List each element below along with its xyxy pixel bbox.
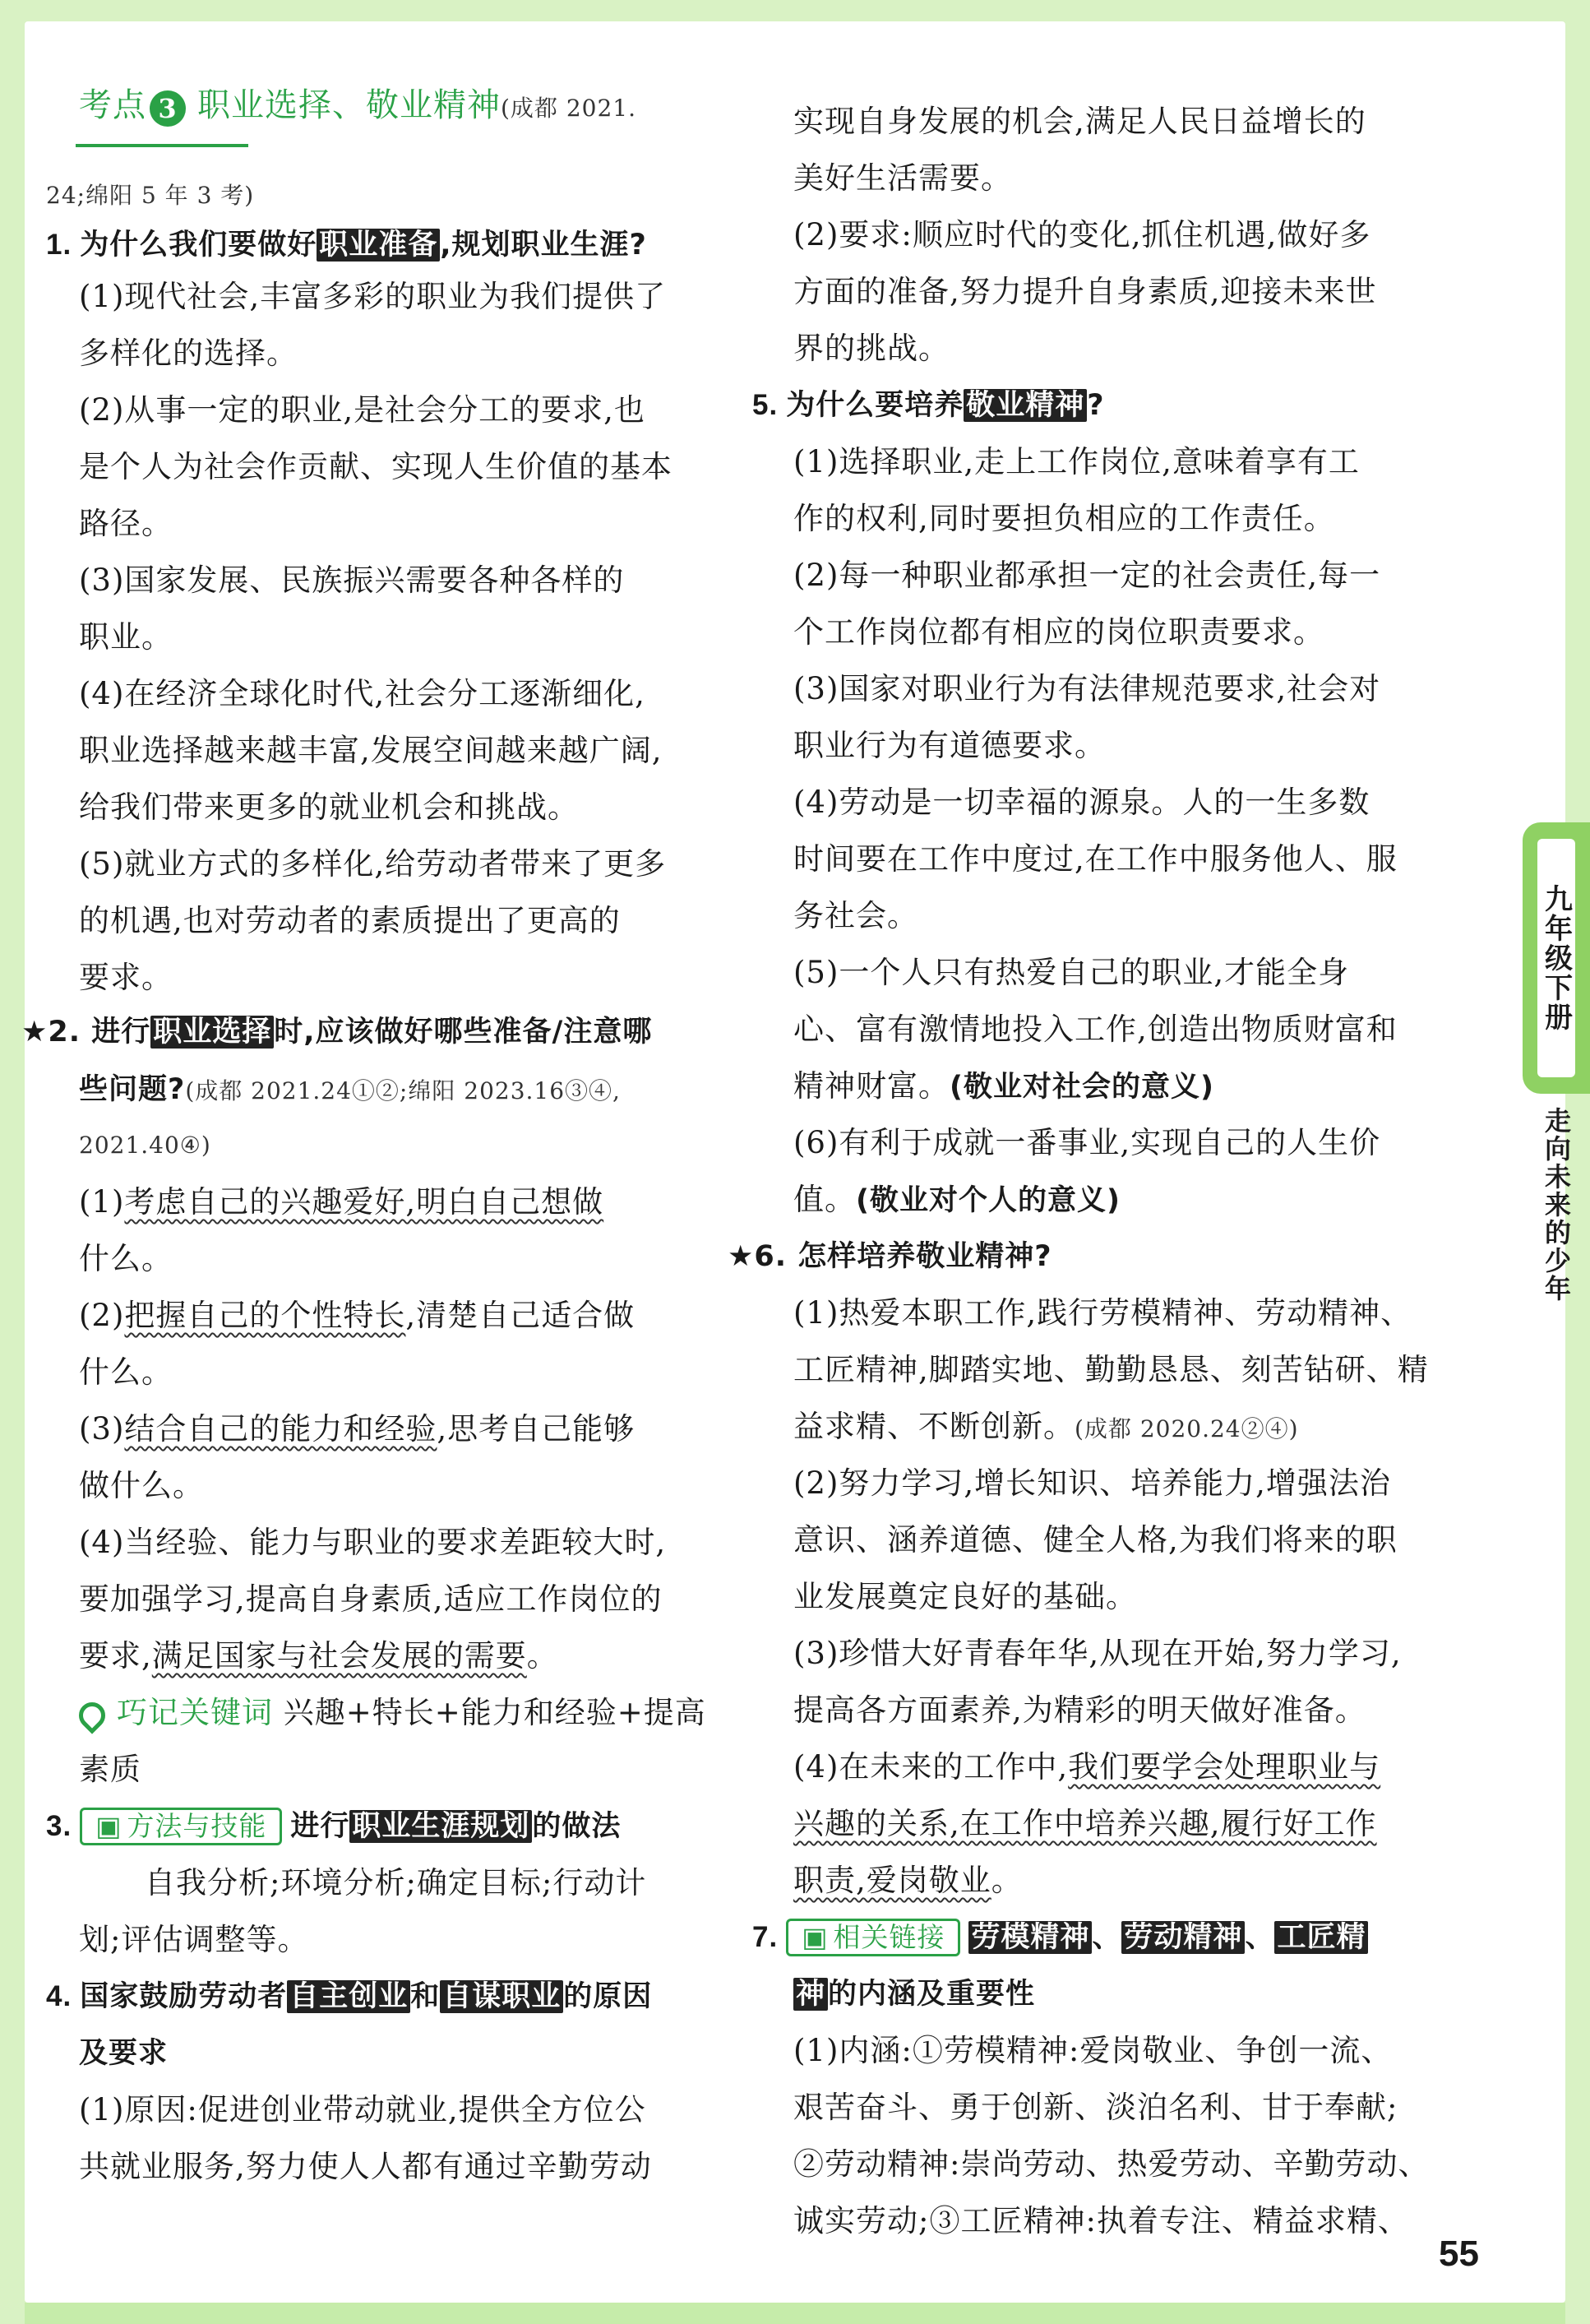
q2-source: (成都 2021.24①②;绵阳 2023.16③④, — [185, 1077, 621, 1104]
q5-line: 心、富有激情地投入工作,创造出物质财富和 — [793, 1012, 1398, 1047]
q1-text-end: ,规划职业生涯? — [440, 229, 647, 262]
q2-a2-text: 把握自己的个性特长 — [124, 1298, 406, 1333]
grade-tab-inner — [1537, 839, 1575, 1077]
q1-line: 是个人为社会作贡献、实现人生价值的基本 — [79, 449, 673, 484]
q2-a2-label: (2) — [79, 1298, 125, 1333]
q6-line-9 — [793, 1748, 1380, 1786]
q4-line: 美好生活需要。 — [793, 160, 1012, 196]
q5-line: 个工作岗位都有相应的岗位职责要求。 — [793, 614, 1324, 650]
q1-line: 路径。 — [79, 506, 173, 541]
kaodian-title: 职业选择、敬业精神 — [197, 86, 501, 124]
q1-line: (5)就业方式的多样化,给劳动者带来了更多 — [79, 846, 667, 882]
q2-number: ★2. — [21, 1016, 81, 1049]
q1-highlight: 职业准备 — [317, 229, 440, 262]
q2-a1-text: 考虑自己的兴趣爱好,明白自己想做 — [124, 1184, 604, 1220]
q5-text-end: ? — [1087, 389, 1105, 422]
q7-line: (1)内涵:①劳模精神:爱岗敬业、争创一流、 — [793, 2033, 1393, 2068]
q2-a3-end: 做什么。 — [79, 1468, 204, 1503]
q3-title — [46, 1808, 621, 1845]
q1-line: 的机遇,也对劳动者的素质提出了更高的 — [79, 903, 621, 938]
q4-title-line2: 及要求 — [79, 2037, 169, 2070]
q6-line-3 — [793, 1408, 1299, 1448]
q5-line-14 — [793, 1181, 1121, 1220]
q2-title-line2 — [79, 1070, 621, 1110]
q6-title — [728, 1238, 1052, 1275]
q6-line: (1)热爱本职工作,践行劳模精神、劳动精神、 — [793, 1295, 1412, 1331]
q1-line: 要求。 — [79, 960, 173, 995]
q2-a4-wavy: 满足国家与社会发展的需要 — [151, 1638, 527, 1674]
q5-line: (5)一个人只有热爱自己的职业,才能全身 — [793, 955, 1350, 990]
kaodian-header — [79, 86, 636, 127]
q6-line: 工匠精神,脚踏实地、勤勤恳恳、刻苦钻研、精 — [793, 1352, 1429, 1387]
q4-highlight-2: 自谋职业 — [440, 1980, 563, 2013]
keyword-text-2: 素质 — [79, 1752, 141, 1787]
method-tag — [80, 1808, 282, 1845]
q6-line: (2)努力学习,增长知识、培养能力,增强法治 — [793, 1465, 1391, 1501]
q2-a4-line: (4)当经验、能力与职业的要求差距较大时, — [79, 1525, 667, 1560]
grade-side-tab[interactable] — [1523, 822, 1590, 1094]
q7-highlight-3b: 神 — [793, 1978, 828, 2011]
q6-l10-wavy: 兴趣的关系,在工作中培养兴趣,履行好工作 — [793, 1806, 1377, 1841]
q7-text-end: 的内涵及重要性 — [828, 1978, 1036, 2011]
q2-title — [21, 1013, 652, 1051]
q3-line: 划;评估调整等。 — [79, 1922, 309, 1957]
q2-text-line2: 些问题? — [79, 1073, 186, 1106]
q4-title — [46, 1978, 652, 2016]
q6-l3-text: 益求精、不断创新。 — [793, 1409, 1075, 1444]
keyword-text: 兴趣+特长+能力和经验+提高 — [283, 1695, 706, 1730]
q2-source-2: 2021.40④) — [79, 1132, 211, 1159]
q2-a2-post: ,清楚自己适合做 — [405, 1298, 636, 1333]
q2-highlight: 职业选择 — [150, 1016, 274, 1049]
q1-line: (3)国家发展、民族振兴需要各种各样的 — [79, 562, 625, 598]
q2-answer-1 — [79, 1183, 603, 1221]
q5-l12-note: (敬业对社会的意义) — [950, 1071, 1214, 1104]
q5-line: 时间要在工作中度过,在工作中服务他人、服 — [793, 841, 1398, 877]
q5-l12-text: 精神财富。 — [793, 1068, 950, 1104]
q5-line-12 — [793, 1067, 1214, 1106]
q7-highlight-2: 劳动精神 — [1121, 1921, 1245, 1954]
series-label: 走向未来的少年 — [1541, 1107, 1572, 1303]
q1-line: 职业。 — [79, 619, 173, 655]
q1-line: 多样化的选择。 — [79, 336, 298, 371]
q5-line: (2)每一种职业都承担一定的社会责任,每一 — [793, 558, 1381, 593]
q7-highlight-1: 劳模精神 — [968, 1921, 1092, 1954]
q3-line: 自我分析;环境分析;确定目标;行动计 — [145, 1865, 647, 1900]
q5-l14-text: 值。 — [793, 1182, 856, 1217]
q2-a4-line3 — [79, 1637, 558, 1675]
q6-line: 提高各方面素养,为精彩的明天做好准备。 — [793, 1692, 1366, 1728]
q4-line: 方面的准备,努力提升自身素质,迎接未来世 — [793, 274, 1377, 309]
q7-highlight-3: 工匠精 — [1274, 1921, 1368, 1954]
q5-line: (4)劳动是一切幸福的源泉。人的一生多数 — [793, 785, 1370, 820]
q2-a2-end: 什么。 — [79, 1354, 173, 1390]
q5-number: 5. — [752, 389, 779, 421]
q4-number: 4. — [46, 1980, 72, 2012]
q1-line: 给我们带来更多的就业机会和挑战。 — [79, 789, 579, 825]
q5-line: (3)国家对职业行为有法律规范要求,社会对 — [793, 671, 1381, 706]
q5-line: 职业行为有道德要求。 — [793, 728, 1106, 763]
q1-line: (4)在经济全球化时代,社会分工逐渐细化, — [79, 676, 645, 711]
q2-a1-label: (1) — [79, 1184, 125, 1220]
link-tag-label: 相关链接 — [833, 1921, 945, 1953]
q5-line: 务社会。 — [793, 898, 918, 933]
q1-line: (2)从事一定的职业,是社会分工的要求,也 — [79, 392, 645, 428]
series-side-label — [1523, 1094, 1590, 1337]
q2-a4-line: 要加强学习,提高自身素质,适应工作岗位的 — [79, 1581, 663, 1617]
q2-a3-text: 结合自己的能力和经验 — [124, 1411, 437, 1447]
q7-sep: 、 — [1245, 1921, 1275, 1954]
q3-highlight: 职业生涯规划 — [349, 1810, 532, 1843]
kaodian-number: 3 — [150, 90, 186, 127]
q6-l9-pre: (4)在未来的工作中, — [793, 1749, 1069, 1785]
q2-a3-post: ,思考自己能够 — [437, 1411, 636, 1447]
q5-l14-note: (敬业对个人的意义) — [856, 1184, 1121, 1217]
q4-text: 国家鼓励劳动者 — [80, 1980, 288, 2013]
q6-line: 业发展奠定良好的基础。 — [793, 1579, 1137, 1614]
q5-highlight: 敬业精神 — [964, 389, 1087, 422]
grade-label: 九年级下册 — [1539, 884, 1573, 1032]
q6-l11-post: 。 — [991, 1863, 1023, 1898]
q3-number: 3. — [46, 1810, 72, 1842]
q6-text: 怎样培养敬业精神? — [797, 1240, 1052, 1273]
q2-answer-3 — [79, 1410, 635, 1448]
kaodian-underline — [76, 144, 248, 147]
q2-a1-end: 什么。 — [79, 1241, 173, 1276]
kaodian-source: (成都 2021. — [501, 95, 636, 122]
q7-line: 艰苦奋斗、勇于创新、淡泊名利、甘于奉献; — [793, 2090, 1398, 2125]
book-icon: ▣ — [802, 1921, 829, 1953]
q4-text-end: 的原因 — [563, 1980, 653, 2013]
q5-line: 作的权利,同时要担负相应的工作责任。 — [793, 501, 1335, 536]
q4-line: 界的挑战。 — [793, 331, 950, 366]
q6-l11-wavy: 职责,爱岗敬业 — [793, 1863, 991, 1898]
book-icon: ▣ — [95, 1810, 122, 1842]
keyword-tip — [79, 1694, 706, 1732]
bottom-bar — [25, 2303, 1565, 2324]
q2-a4-pre: 要求, — [79, 1638, 152, 1674]
q6-line-11 — [793, 1862, 1023, 1900]
q5-line: (6)有利于成就一番事业,实现自己的人生价 — [793, 1125, 1381, 1160]
q4-line: (1)原因:促进创业带动就业,提供全方位公 — [79, 2092, 646, 2127]
q2-a3-label: (3) — [79, 1411, 125, 1447]
kaodian-source-2: 24;绵阳 5 年 3 考) — [46, 182, 255, 209]
q6-line-10 — [793, 1805, 1377, 1843]
q2-answer-2 — [79, 1297, 635, 1335]
q3-text: 进行 — [290, 1810, 350, 1843]
link-tag — [786, 1919, 960, 1956]
q2-text-end: 时,应该做好哪些准备/注意哪 — [274, 1016, 653, 1049]
q2-text: 进行 — [91, 1016, 151, 1049]
q4-highlight-1: 自主创业 — [287, 1980, 410, 2013]
q4-line: (2)要求:顺应时代的变化,抓住机遇,做好多 — [793, 217, 1371, 252]
q6-source: (成都 2020.24②④) — [1075, 1415, 1299, 1442]
page-number: 55 — [1439, 2234, 1479, 2274]
q1-text: 为什么我们要做好 — [80, 229, 317, 262]
kaodian-label: 考点 — [79, 86, 146, 124]
q6-line: 意识、涵养道德、健全人格,为我们将来的职 — [793, 1522, 1398, 1558]
q2-a4-post: 。 — [526, 1638, 558, 1674]
q6-number: ★6. — [728, 1240, 788, 1273]
q4-line: 实现自身发展的机会,满足人民日益增长的 — [793, 104, 1366, 139]
q1-line: 职业选择越来越丰富,发展空间越来越广阔, — [79, 733, 663, 768]
keyword-label: 巧记关键词 — [117, 1695, 273, 1730]
q6-l9-wavy: 我们要学会处理职业与 — [1068, 1749, 1381, 1785]
q3-text-end: 的做法 — [532, 1810, 622, 1843]
q1-line: (1)现代社会,丰富多彩的职业为我们提供了 — [79, 279, 667, 314]
q5-text: 为什么要培养 — [786, 389, 964, 422]
q6-line: (3)珍惜大好青春年华,从现在开始,努力学习, — [793, 1636, 1402, 1671]
q7-number: 7. — [752, 1921, 779, 1953]
q4-text-mid: 和 — [410, 1980, 441, 2013]
method-tag-label: 方法与技能 — [127, 1810, 267, 1842]
q7-sep: 、 — [1092, 1921, 1122, 1954]
location-pin-icon — [73, 1697, 110, 1734]
q1-title — [46, 226, 647, 264]
q7-title — [752, 1919, 1368, 1956]
q7-line: ②劳动精神:崇尚劳动、热爱劳动、辛勤劳动、 — [793, 2146, 1430, 2182]
q1-number: 1. — [46, 229, 72, 261]
q5-title — [752, 387, 1105, 424]
q7-line: 诚实劳动;③工匠精神:执着专注、精益求精、 — [793, 2203, 1409, 2238]
q7-title-line2 — [793, 1975, 1035, 2013]
q5-line: (1)选择职业,走上工作岗位,意味着享有工 — [793, 444, 1360, 479]
q4-line: 共就业服务,努力使人人都有通过辛勤劳动 — [79, 2149, 652, 2184]
